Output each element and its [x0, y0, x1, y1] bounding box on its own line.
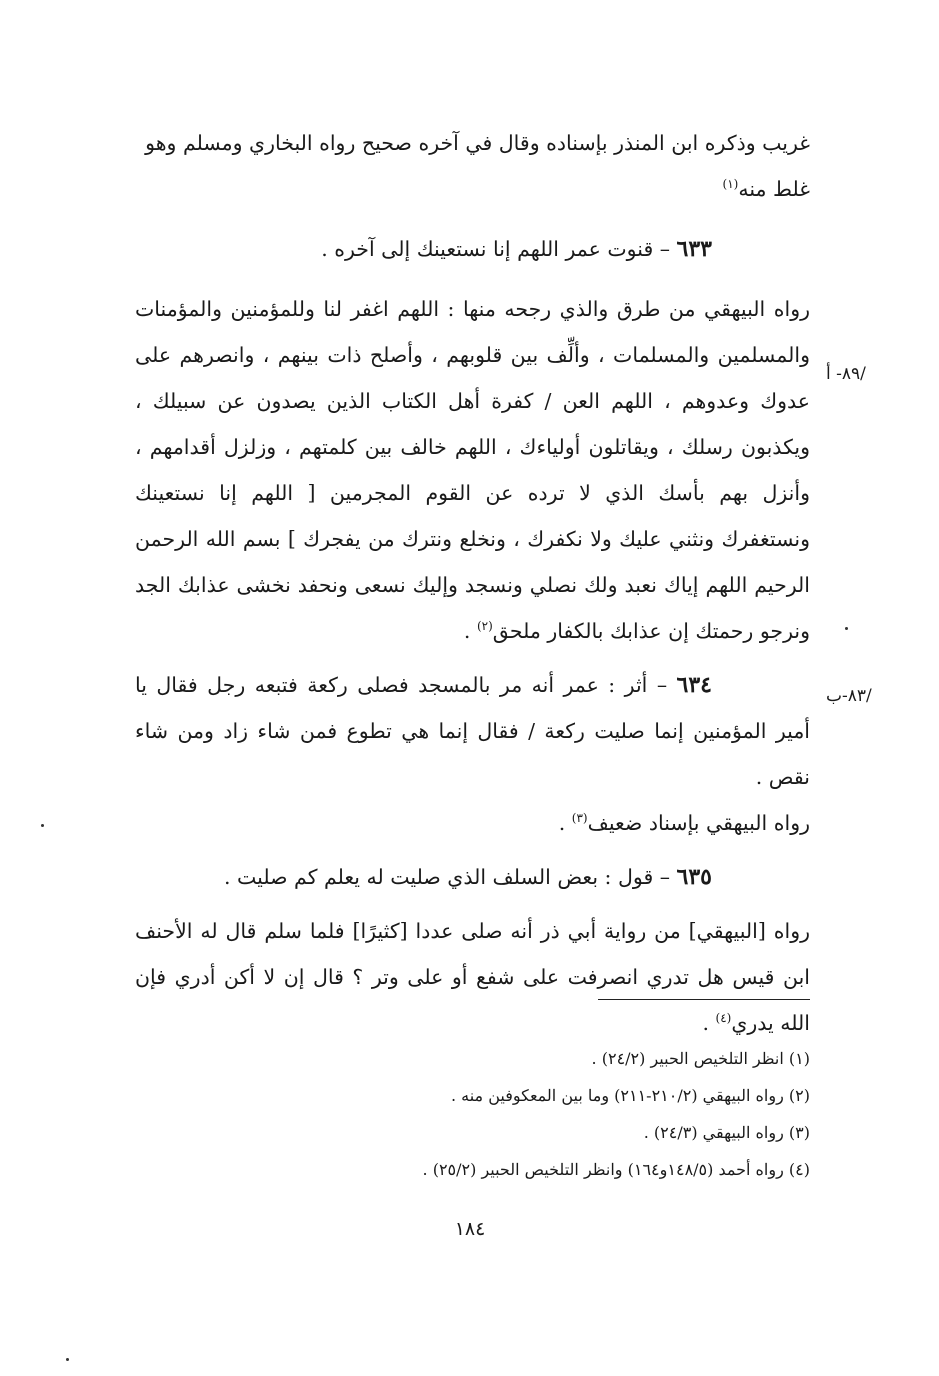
intro-line-2: غلط منه [738, 177, 810, 201]
footnote-ref-2[interactable]: (٢) [476, 619, 493, 634]
main-text [135, 120, 810, 1046]
scan-speck [845, 627, 848, 630]
footnote-ref-1[interactable]: (١) [722, 177, 739, 192]
entry-body-text: رواه البيهقي بإسناد ضعيف [587, 811, 810, 835]
footnote-1: (١) انظر التلخيص الحبير (٢٤/٢) . [591, 1049, 810, 1068]
entry-title: – قنوت عمر اللهم إنا نستعينك إلى آخره . [321, 237, 671, 261]
page-number: ١٨٤ [454, 1218, 486, 1240]
scan-speck [66, 1358, 69, 1361]
entry-body-text: رواه البيهقي من طرق والذي رجحه منها : اللهم اغفر لنا وللمؤمنين والمؤمنات والمسلمين والمسلمات ، وألِّف بين قلوبهم ، وأصلح ذات بينهم ، وانصرهم على عدوك وعدوهم ، اللهم العن / كفرة أهل الكتاب الذين يصدون عن سبيلك ، ويكذبون رسلك ، ويقاتلون أولياءك ، اللهم خالف بين كلمتهم ، وزلزل أقدامهم ، وأنزل بهم بأسك الذي لا ترده عن القوم المجرمين [ اللهم إنا نستعينك ونستغفرك ونثني عليك ولا نكفرك ، ونخلع ونترك من يفجرك ] بسم الله الرحمن الرحيم اللهم إياك نعبد ولك نصلي ونسجد وإليك نسعى ونحفد نخشى عذابك الجد ونرجو رحمتك إن عذابك بالكفار ملحق [135, 297, 810, 643]
entry-number: ٦٣٥ [676, 864, 712, 890]
entry-number: ٦٣٣ [676, 236, 712, 262]
entry-634-body: رواه البيهقي بإسناد ضعيف$^{(٣)}$ . [558, 811, 810, 835]
entry-633-body: رواه البيهقي من طرق والذي رجحه منها : اللهم اغفر لنا وللمؤمنين والمؤمنات والمسلمين والمسلمات ، وألِّف بين قلوبهم ، وأصلح ذات بينهم ، وانصرهم على عدوك وعدوهم ، اللهم العن / كفرة أهل الكتاب الذين يصدون عن سبيلك ، ويكذبون رسلك ، ويقاتلون أولياءك ، اللهم خالف بين كلمتهم ، وزلزل أقدامهم ، وأنزل بهم بأسك الذي لا ترده عن القوم المجرمين [ اللهم إنا نستعينك ونستغفرك ونثني عليك ولا نكفرك ، ونخلع ونترك من يفجرك ] بسم الله الرحمن الرحيم اللهم إياك نعبد ولك نصلي ونسجد وإليك نسعى ونحفد نخشى عذابك الجد ونرجو رحمتك إن عذابك بالكفار ملحق$^{(٢)}$ . [135, 297, 810, 643]
footnote-separator [598, 999, 810, 1000]
entry-body-text: رواه [البيهقي] من رواية أبي ذر أنه صلى عددا [كثيرًا] فلما سلم قال له الأحنف ابن قيس هل تدري انصرفت على شفع أو على وتر ؟ قال إن لا أكن أدري فإن الله يدري [135, 919, 810, 1035]
margin-folio-note-a: /٨٩- أ [826, 364, 866, 384]
entry-634 [135, 662, 810, 800]
footnote-2: (٢) رواه البيهقي (٢١٠/٢-٢١١) وما بين المعكوفين منه . [450, 1086, 810, 1105]
footnote-4: (٤) رواه أحمد (١٤٨/٥و١٦٤) وانظر التلخيص الحبير (٢٥/٢) . [422, 1160, 810, 1179]
footnote-ref-3[interactable]: (٣) [571, 811, 588, 826]
entry-633-heading [135, 226, 810, 272]
entry-title: – قول : بعض السلف الذي صليت له يعلم كم صليت . [224, 865, 671, 889]
intro-paragraph [135, 120, 810, 212]
margin-folio-note-b: /٨٣-ب [826, 686, 872, 706]
footnote-ref-4[interactable]: (٤) [715, 1011, 732, 1026]
footnote-3: (٣) رواه البيهقي (٢٤/٣) . [643, 1123, 810, 1142]
entry-number: ٦٣٤ [676, 672, 712, 698]
entry-635-body: رواه [البيهقي] من رواية أبي ذر أنه صلى عددا [كثيرًا] فلما سلم قال له الأحنف ابن قيس هل تدري انصرفت على شفع أو على وتر ؟ قال إن لا أكن أدري فإن الله يدري$^{(٤)}$ . [135, 919, 810, 1035]
entry-635-heading [135, 854, 810, 900]
footnotes [300, 1040, 810, 1188]
intro-line-1: غريب وذكره ابن المنذر بإسناده وقال في آخره صحيح رواه البخاري ومسلم وهو [145, 131, 810, 155]
entry-title: – أثر : عمر أنه مر بالمسجد فصلى ركعة فتبعه رجل فقال يا أمير المؤمنين إنما صليت ركعة / فقال إنما هي تطوع فمن شاء زاد ومن شاء نقص . [135, 673, 810, 789]
scan-speck [41, 824, 44, 827]
